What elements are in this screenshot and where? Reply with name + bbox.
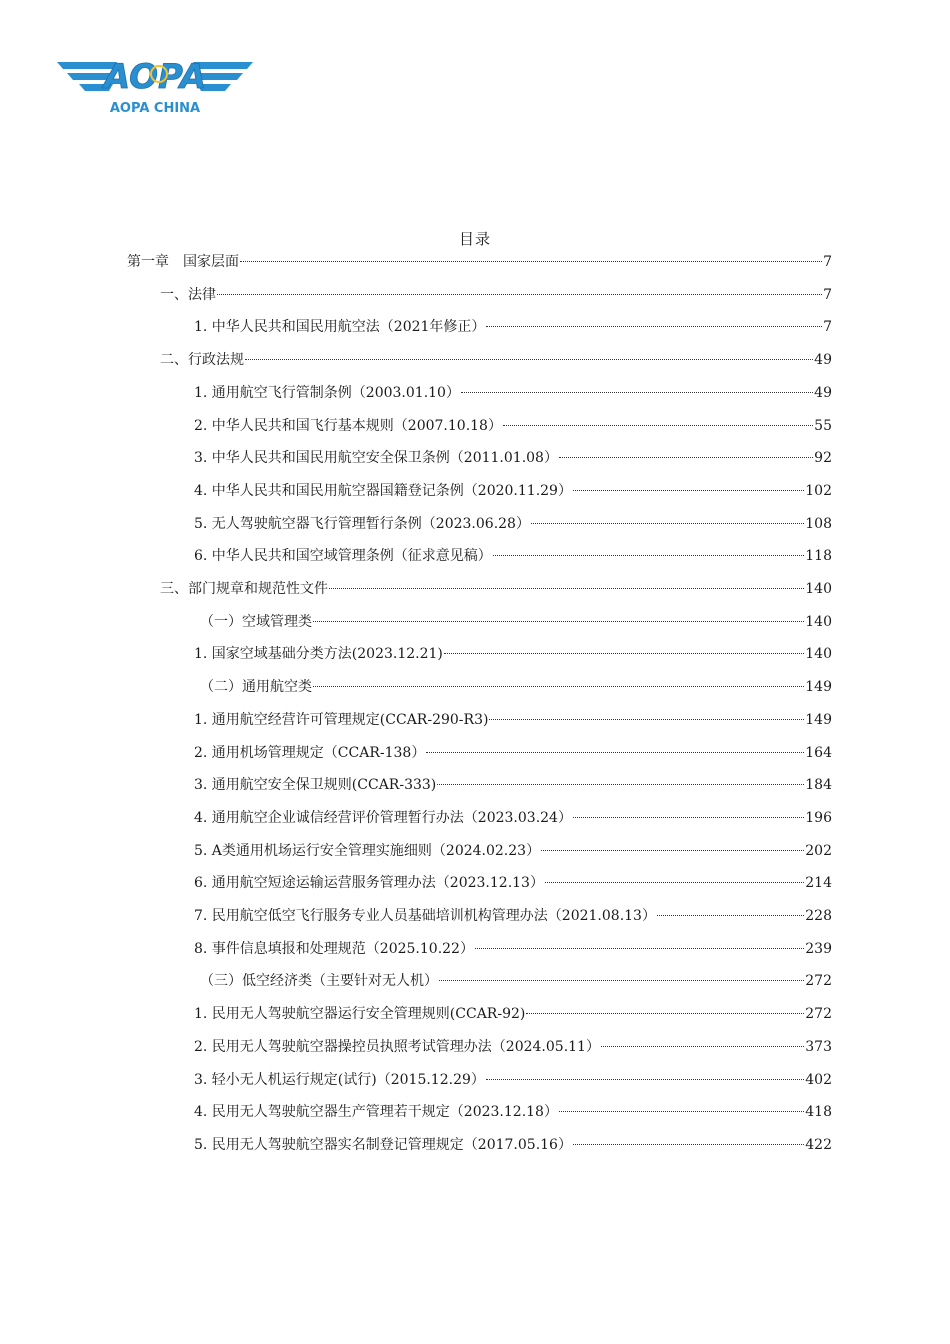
toc-entry[interactable] [194,1004,832,1024]
toc-entry-label: 4. 通用航空企业诚信经营评价管理暂行办法（2023.03.24） [194,809,572,826]
toc-entry-page-number: 418 [805,1104,832,1121]
toc-entry-label: （三）低空经济类（主要针对无人机） [200,973,438,990]
toc-entry-label: 第一章 国家层面 [127,254,239,270]
toc-entry-label: 2. 民用无人驾驶航空器操控员执照考试管理办法（2024.05.11） [194,1038,600,1055]
dot-leader [559,456,813,458]
toc-entry-page-number: 140 [805,581,832,597]
dot-leader [545,881,804,883]
toc-entry[interactable] [194,808,832,828]
toc-entry[interactable] [194,841,832,861]
dot-leader [573,816,804,818]
toc-entry-page-number: 402 [805,1071,832,1088]
toc-entry-label: 3. 中华人民共和国民用航空安全保卫条例（2011.01.08） [194,450,558,467]
toc-entry-page-number: 422 [805,1136,832,1153]
dot-leader [444,652,804,654]
toc-entry[interactable] [194,1102,832,1122]
dot-leader [217,293,822,295]
toc-entry-label: 5. 民用无人驾驶航空器实名制登记管理规定（2017.05.16） [194,1136,572,1153]
dot-leader [601,1045,804,1047]
dot-leader [240,260,822,262]
toc-entry-label: 7. 民用航空低空飞行服务专业人员基础培训机构管理办法（2021.08.13） [194,908,656,924]
toc-entry-label: 2. 通用机场管理规定（CCAR-138） [194,744,426,761]
toc-entry[interactable] [127,252,832,272]
toc-title: 目录 [458,230,491,248]
dot-leader [475,947,804,949]
toc-entry[interactable] [194,873,832,893]
svg-text:AOPA: AOPA [103,57,207,97]
toc-entry[interactable] [194,1070,832,1090]
toc-entry-page-number: 118 [805,548,832,565]
toc-entry-label: 2. 中华人民共和国飞行基本规则（2007.10.18） [194,417,502,434]
dot-leader [531,522,804,524]
toc-entry[interactable] [160,285,832,305]
toc-entry[interactable] [194,317,832,337]
toc-entry[interactable] [200,677,832,697]
dot-leader [486,325,822,327]
dot-leader [489,718,804,720]
toc-entry-label: 4. 中华人民共和国民用航空器国籍登记条例（2020.11.29） [194,482,572,499]
dot-leader [657,914,804,916]
dot-leader [486,1078,804,1080]
toc-entry-label: 5. 无人驾驶航空器飞行管理暂行条例（2023.06.28） [194,515,530,532]
toc-entry-label: 1. 国家空域基础分类方法(2023.12.21) [194,646,443,663]
toc-entry-page-number: 7 [823,286,832,303]
toc-entry-label: 6. 通用航空短途运输运营服务管理办法（2023.12.13） [194,875,544,892]
toc-entry-page-number: 272 [805,1006,832,1023]
toc-entry-page-number: 49 [814,384,832,401]
dot-leader [313,685,804,687]
toc-entry[interactable] [194,416,832,436]
toc-entry[interactable] [194,383,832,403]
dot-leader [461,391,813,393]
toc-entry[interactable] [194,514,832,534]
toc-entry-label: 1. 通用航空飞行管制条例（2003.01.10） [194,384,460,401]
toc-entry-label: 1. 民用无人驾驶航空器运行安全管理规则(CCAR-92) [194,1006,526,1023]
dot-leader [503,424,813,426]
toc-entry[interactable] [194,448,832,468]
dot-leader [493,554,804,556]
aopa-logo [55,52,255,124]
toc-entry-page-number: 239 [805,940,832,957]
toc-entry-label: 3. 轻小无人机运行规定(试行)（2015.12.29） [194,1071,485,1088]
toc-entry-label: 1. 中华人民共和国民用航空法（2021年修正） [194,319,486,336]
aopa-wings-logo [55,52,255,124]
toc-entry-page-number: 140 [805,646,832,663]
dot-leader [313,620,804,622]
toc-entry-label: （二）通用航空类 [200,679,312,696]
toc-entry[interactable] [194,710,832,730]
toc-entry-page-number: 108 [805,515,832,532]
toc-entry[interactable] [200,971,832,991]
toc-entry-label: 一、法律 [160,286,216,303]
svg-text:AOPA CHINA: AOPA CHINA [109,101,201,116]
toc-entry-page-number: 202 [805,842,832,859]
toc-entry-page-number: 49 [814,352,832,369]
toc-entry-page-number: 228 [805,908,832,924]
dot-leader [439,979,804,981]
dot-leader [245,358,813,360]
toc-entry[interactable] [200,612,832,632]
dot-leader [559,1110,804,1112]
toc-entry-page-number: 102 [805,482,832,499]
toc-entry-label: （一）空域管理类 [200,613,312,630]
toc-entry[interactable] [194,481,832,501]
toc-entry-page-number: 196 [805,809,832,826]
toc-entry-label: 1. 通用航空经营许可管理规定(CCAR-290-R3) [194,711,489,728]
toc-entry-page-number: 7 [823,319,832,336]
toc-entry[interactable] [160,579,832,599]
dot-leader [526,1012,804,1014]
toc-entry-label: 5. A类通用机场运行安全管理实施细则（2024.02.23） [194,842,541,859]
dot-leader [573,1143,804,1145]
toc-entry-label: 二、行政法规 [160,352,244,369]
toc-entry-label: 三、部门规章和规范性文件 [160,581,328,597]
toc-entry[interactable] [194,939,832,959]
toc-entry[interactable] [194,743,832,763]
toc-entry-label: 6. 中华人民共和国空域管理条例（征求意见稿） [194,548,492,565]
toc-entry-page-number: 55 [814,417,832,434]
toc-entry-page-number: 184 [805,777,832,794]
toc-entry-label: 3. 通用航空安全保卫规则(CCAR-333) [194,777,437,794]
toc-entry[interactable] [194,546,832,566]
dot-leader [426,751,804,753]
toc-entry-label: 8. 事件信息填报和处理规范（2025.10.22） [194,940,474,957]
toc-entry-page-number: 272 [805,973,832,990]
toc-entry-page-number: 92 [814,450,832,467]
dot-leader [573,489,804,491]
dot-leader [541,849,804,851]
dot-leader [437,783,804,785]
toc-entry[interactable] [194,1037,832,1057]
toc-entry-label: 4. 民用无人驾驶航空器生产管理若干规定（2023.12.18） [194,1104,558,1121]
toc-entry-page-number: 164 [805,744,832,761]
toc-entry[interactable] [160,350,832,370]
toc-entry-page-number: 373 [805,1038,832,1055]
toc-entry[interactable] [194,775,832,795]
toc-entry-page-number: 7 [823,254,832,270]
toc-entry[interactable] [194,644,832,664]
toc-entry-page-number: 149 [805,711,832,728]
toc-entry[interactable] [194,1135,832,1155]
toc-entry-page-number: 140 [805,613,832,630]
toc-entry-page-number: 149 [805,679,832,696]
toc-entry-page-number: 214 [805,875,832,892]
dot-leader [329,587,804,589]
toc-entry[interactable] [194,906,832,926]
